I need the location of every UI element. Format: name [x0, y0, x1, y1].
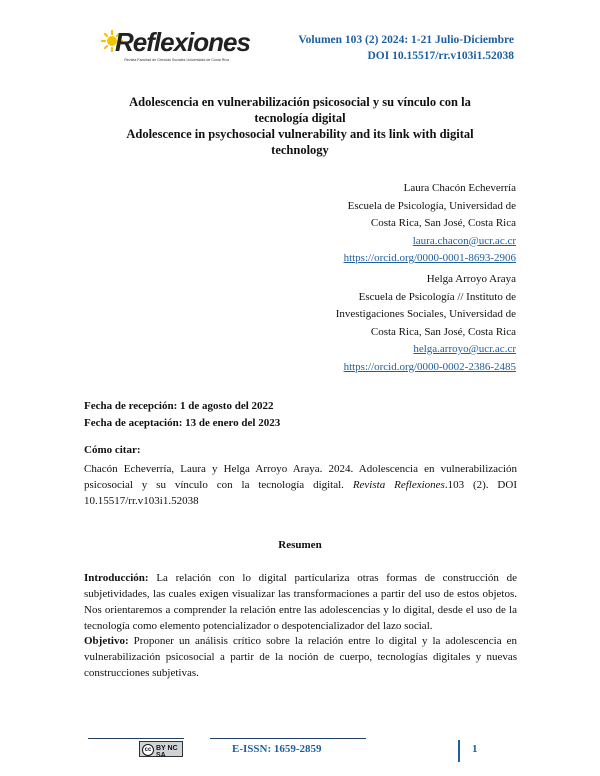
- citation-text-before: Chacón Echeverría, Laura y Helga Arroyo Araya. 2024. Adolescencia en vulnerabilización psicosocial y su vínculo con la tecnología digital.: [84, 463, 517, 491]
- author-orcid-link[interactable]: https://orcid.org/0000-0002-2386-2485: [343, 360, 516, 373]
- intro-text: La relación con lo digital particulariza otras formas de construcción de subjetividades, las cuales exigen visualizar las transformaciones a partir del uso de estos objetos. Nos orientaremos a comprender la relación entre las adolescencias y lo digital, desde el uso de la tecnología como elemento potencializador o despotencializador del lazo social.: [84, 572, 517, 632]
- title-en-line-2: technology: [271, 143, 329, 157]
- author-affiliation: Escuela de Psicología // Instituto de: [358, 290, 516, 303]
- footer-separator: [458, 740, 460, 762]
- author-orcid-link[interactable]: https://orcid.org/0000-0001-8693-2906: [343, 252, 516, 264]
- author-affiliation: Costa Rica, San José, Costa Rica: [370, 217, 516, 229]
- footer-rule-right: [210, 738, 366, 739]
- intro-label: Introducción:: [84, 572, 149, 584]
- author-block-2: [336, 271, 516, 376]
- author-affiliation: Investigaciones Sociales, Universidad de: [335, 308, 516, 320]
- article-titles: [96, 94, 504, 158]
- accepted-date: Fecha de aceptación: 13 de enero del 2023: [84, 417, 281, 429]
- page-number: 1: [472, 743, 478, 755]
- objective-label: Objetivo:: [84, 635, 129, 647]
- citation-journal: Revista Reflexiones: [352, 479, 445, 491]
- objective-text: Proponer un análisis crítico sobre la relación entre lo digital y la adolescencia en vulnerabilización psicosocial a partir de la noción de cuerpo, tecnologías digitales y nuevas construcciones subjetivas.: [84, 635, 517, 679]
- abstract-heading: Resumen: [278, 539, 322, 551]
- citation-text-after: .103 (2). DOI 10.15517/rr.v103i1.52038: [84, 479, 517, 507]
- logo-subtitle: Revista Facultad de Ciencias Sociales Universidad de Costa Rica: [124, 58, 229, 62]
- volume-info: [298, 32, 514, 64]
- author-affiliation: Escuela de Psicología, Universidad de: [347, 199, 516, 212]
- author-block-1: [344, 180, 516, 268]
- author-name: Laura Chacón Echeverría: [403, 182, 516, 194]
- title-es-line-2: tecnología digital: [254, 111, 346, 125]
- cc-mark: cc: [142, 744, 154, 756]
- doi-line: DOI 10.15517/rr.v103i1.52038: [367, 50, 514, 62]
- author-affiliation: Costa Rica, San José, Costa Rica: [370, 325, 516, 338]
- title-es-line-1: Adolescencia en vulnerabilización psicosocial y su vínculo con la: [129, 95, 471, 109]
- cc-license-badge: BY NC SA: [156, 745, 178, 759]
- volume-line: Volumen 103 (2) 2024: 1-21 Julio-Diciembre: [298, 34, 514, 46]
- author-email-link[interactable]: helga.arroyo@ucr.ac.cr: [413, 343, 516, 355]
- logo-wordmark: Reflexiones: [115, 27, 250, 57]
- author-email-link[interactable]: laura.chacon@ucr.ac.cr: [412, 234, 516, 247]
- abstract-introduction: [84, 570, 517, 634]
- title-en-line-1: Adolescence in psychosocial vulnerability and its link with digital: [126, 127, 474, 141]
- eissn: E-ISSN: 1659-2859: [232, 743, 322, 755]
- abstract-objective: [84, 633, 517, 681]
- article-dates: [84, 398, 280, 432]
- journal-logo: [101, 24, 250, 70]
- received-date: Fecha de recepción: 1 de agosto del 2022: [84, 400, 274, 412]
- author-name: Helga Arroyo Araya: [426, 273, 516, 285]
- citation-heading: Cómo citar:: [84, 444, 141, 456]
- cc-by-nc-sa-icon: [139, 741, 183, 757]
- footer-rule-left: [88, 738, 184, 739]
- citation-text: [84, 461, 517, 509]
